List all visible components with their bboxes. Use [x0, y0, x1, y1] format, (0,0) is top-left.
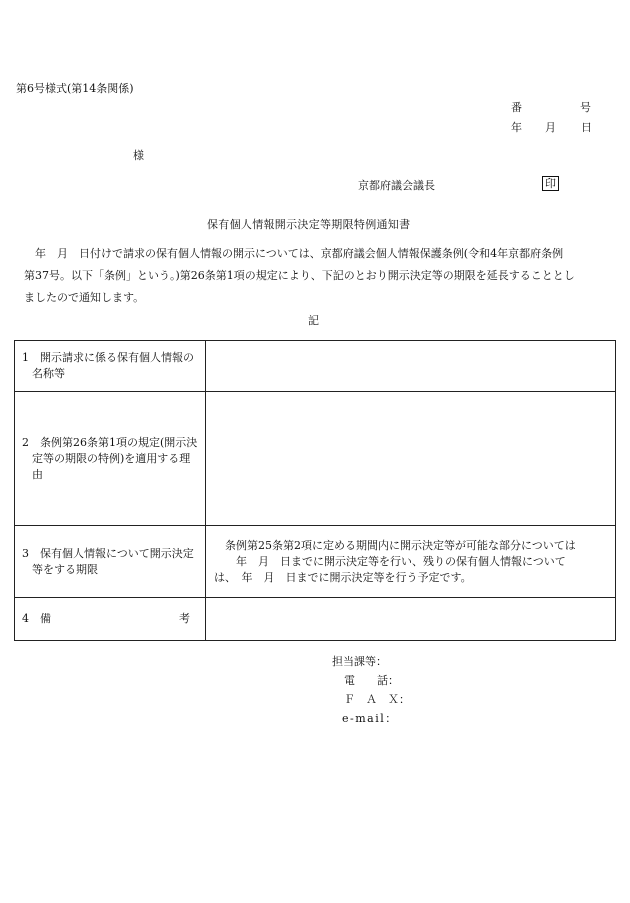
- date-day-label: 日: [581, 121, 592, 134]
- contact-phone-label: 電 話：: [344, 674, 399, 687]
- row-label: 2 条例第26条第1項の規定(開示決定等の期限の特例)を適用する理由: [15, 392, 206, 526]
- seal-mark: 印: [542, 176, 559, 191]
- contact-dept-label: 担当課等：: [332, 655, 387, 668]
- notice-body: [24, 243, 619, 309]
- value-line: 年 月 日までに開示決定等を行い、残りの保有個人情報について: [214, 554, 566, 568]
- value-line: 条例第25条第2項に定める期間内に開示決定等が可能な部分については: [214, 538, 576, 552]
- row-value: [206, 392, 616, 526]
- row-value: [206, 598, 616, 641]
- document-title: 保有個人情報開示決定等期限特例通知書: [207, 218, 411, 231]
- row-value: [206, 341, 616, 392]
- table-row: [15, 526, 616, 598]
- table-row: [15, 341, 616, 392]
- contact-fax-label: Ｆ Ａ Ｘ：: [344, 693, 410, 706]
- sender-name: 京都府議会議長: [358, 179, 435, 192]
- contact-email-label: e-mail：: [342, 712, 398, 725]
- ki-heading: 記: [308, 314, 319, 327]
- row-label: 3 保有個人情報について開示決定等をする期限: [15, 526, 206, 598]
- remarks-label-tail: 考: [179, 612, 190, 625]
- row-label: [15, 598, 206, 641]
- addressee-suffix: 様: [133, 149, 144, 162]
- body-line: 第37号。以下「条例」という。)第26条第1項の規定により、下記のとおり開示決定等の期限を延長することとし: [24, 269, 575, 282]
- row-label: 1 開示請求に係る保有個人情報の名称等: [15, 341, 206, 392]
- table-row: [15, 598, 616, 641]
- row-value: [206, 526, 616, 598]
- document-number-suffix: 号: [580, 101, 591, 114]
- date-year-label: 年: [511, 121, 522, 134]
- body-line: 年 月 日付けで請求の保有個人情報の開示については、京都府議会個人情報保護条例(令和4年京都府条例: [24, 247, 564, 260]
- body-line: ましたので通知します。: [24, 291, 145, 304]
- remarks-label: 4 備: [22, 612, 51, 625]
- contact-block: [332, 652, 410, 728]
- document-number-label: 番: [511, 101, 522, 114]
- details-table: [14, 340, 616, 641]
- value-line: は、 年 月 日までに開示決定等を行う予定です。: [214, 570, 472, 584]
- form-number: 第6号様式(第14条関係): [16, 82, 134, 95]
- date-month-label: 月: [545, 121, 556, 134]
- table-row: [15, 392, 616, 526]
